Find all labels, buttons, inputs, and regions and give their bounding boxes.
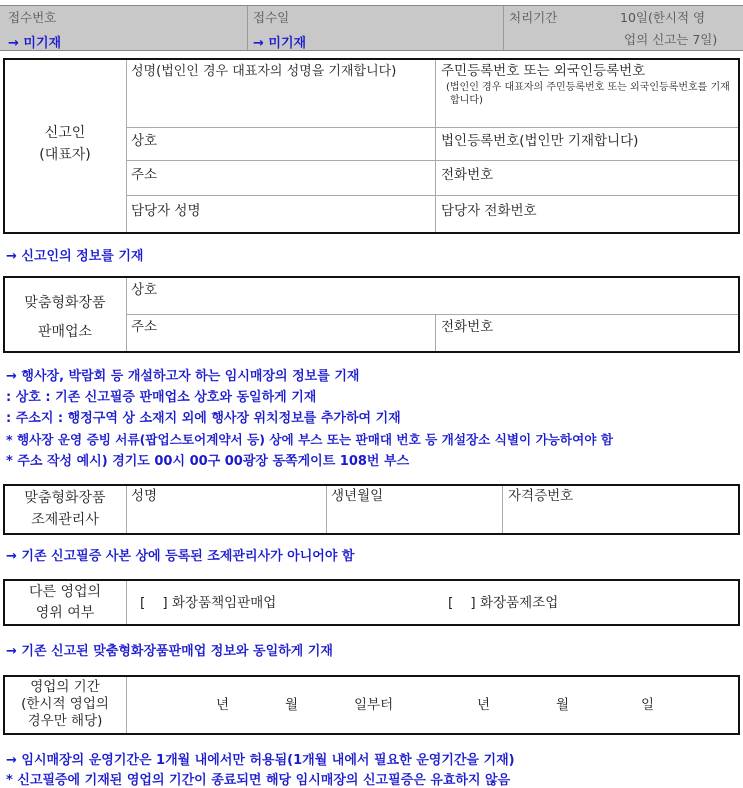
period-note-1: → 임시매장의 운영기간은 1개월 내에서만 허용됨(1개월 내에서 필요한 운영기간을 기재) [6, 753, 515, 768]
reporter-name-field[interactable]: 성명(법인인 경우 대표자의 성명을 기재합니다) [131, 64, 397, 79]
start-month-field[interactable]: 월 [285, 697, 299, 713]
other-business-note: → 기존 신고된 맞춤형화장품판매업 정보와 동일하게 기재 [6, 644, 333, 659]
start-year-field[interactable]: 년 [216, 697, 230, 713]
reporter-phone-field[interactable]: 전화번호 [441, 167, 494, 183]
reporter-id-field[interactable]: 주민등록번호 또는 외국인등록번호 [441, 63, 646, 79]
sales-office-phone-field[interactable]: 전화번호 [441, 319, 494, 335]
processing-period-value-line2: 업의 신고는 7일) [624, 32, 718, 47]
receipt-number-value: → 미기재 [8, 36, 62, 51]
reporter-side-label: 신고인 (대표자) [39, 125, 91, 163]
manager-license-field[interactable]: 자격증번호 [508, 488, 574, 504]
reporter-manager-phone-field[interactable]: 담당자 전화번호 [441, 203, 537, 219]
end-year-field[interactable]: 년 [477, 697, 491, 713]
receipt-number-label: 접수번호 [8, 10, 57, 25]
reporter-note: → 신고인의 정보를 기재 [6, 249, 144, 264]
receipt-date-label: 접수일 [253, 10, 290, 25]
sales-note-4: * 행사장 운영 증빙 서류(팝업스토어계약서 등) 상에 부스 또는 판매대 번호 등 개설장소 식별이 가능하여야 함 [6, 432, 613, 447]
reporter-id-note: (법인인 경우 대표자의 주민등록번호 또는 외국인등록번호를 기재합니다) [446, 82, 730, 106]
manager-note: → 기존 신고필증 사본 상에 등록된 조제관리사가 아니어야 함 [6, 549, 355, 564]
reporter-trade-name-field[interactable]: 상호 [131, 133, 158, 149]
sales-office-trade-name-field[interactable]: 상호 [131, 282, 158, 298]
cosmetics-manufacturing-checkbox[interactable]: [ ] 화장품제조업 [448, 595, 559, 611]
reporter-corp-number-field[interactable]: 법인등록번호(법인만 기재합니다) [441, 133, 639, 149]
sales-office-side-label: 맞춤형화장품 판매업소 [24, 295, 106, 340]
sales-note-5: * 주소 작성 예시) 경기도 00시 00구 00광장 동쪽게이트 108번 부스 [6, 454, 410, 469]
period-note-2: * 신고필증에 기재된 영업의 기간이 종료되면 해당 임시매장의 신고필증은 유효하지 않음 [6, 773, 511, 788]
manager-side-label: 맞춤형화장품 조제관리사 [24, 490, 106, 528]
processing-period-value-line1: 10일(한시적 영 [620, 10, 706, 25]
processing-period-label: 처리기간 [509, 10, 558, 25]
reporter-manager-name-field[interactable]: 담당자 성명 [131, 203, 201, 219]
sales-note-1: → 행사장, 박람회 등 개설하고자 하는 임시매장의 정보를 기재 [6, 369, 360, 384]
reporter-address-field[interactable]: 주소 [131, 167, 158, 183]
business-period-side-label: 영업의 기간 (한시적 영업의 경우만 해당) [21, 679, 109, 729]
manager-birth-field[interactable]: 생년월일 [331, 488, 384, 504]
manager-name-field[interactable]: 성명 [131, 488, 158, 504]
start-day-field[interactable]: 일부터 [354, 697, 394, 713]
receipt-date-value: → 미기재 [253, 36, 307, 51]
other-business-side-label: 다른 영업의 영위 여부 [28, 584, 102, 621]
sales-office-address-field[interactable]: 주소 [131, 319, 158, 335]
end-month-field[interactable]: 월 [556, 697, 570, 713]
sales-note-2: : 상호 : 기존 신고필증 판매업소 상호와 동일하게 기재 [6, 390, 317, 405]
cosmetics-distribution-checkbox[interactable]: [ ] 화장품책임판매업 [140, 595, 277, 611]
end-day-field[interactable]: 일 [641, 697, 655, 713]
sales-note-3: : 주소지 : 행정구역 상 소재지 외에 행사장 위치정보를 추가하여 기재 [6, 411, 401, 426]
